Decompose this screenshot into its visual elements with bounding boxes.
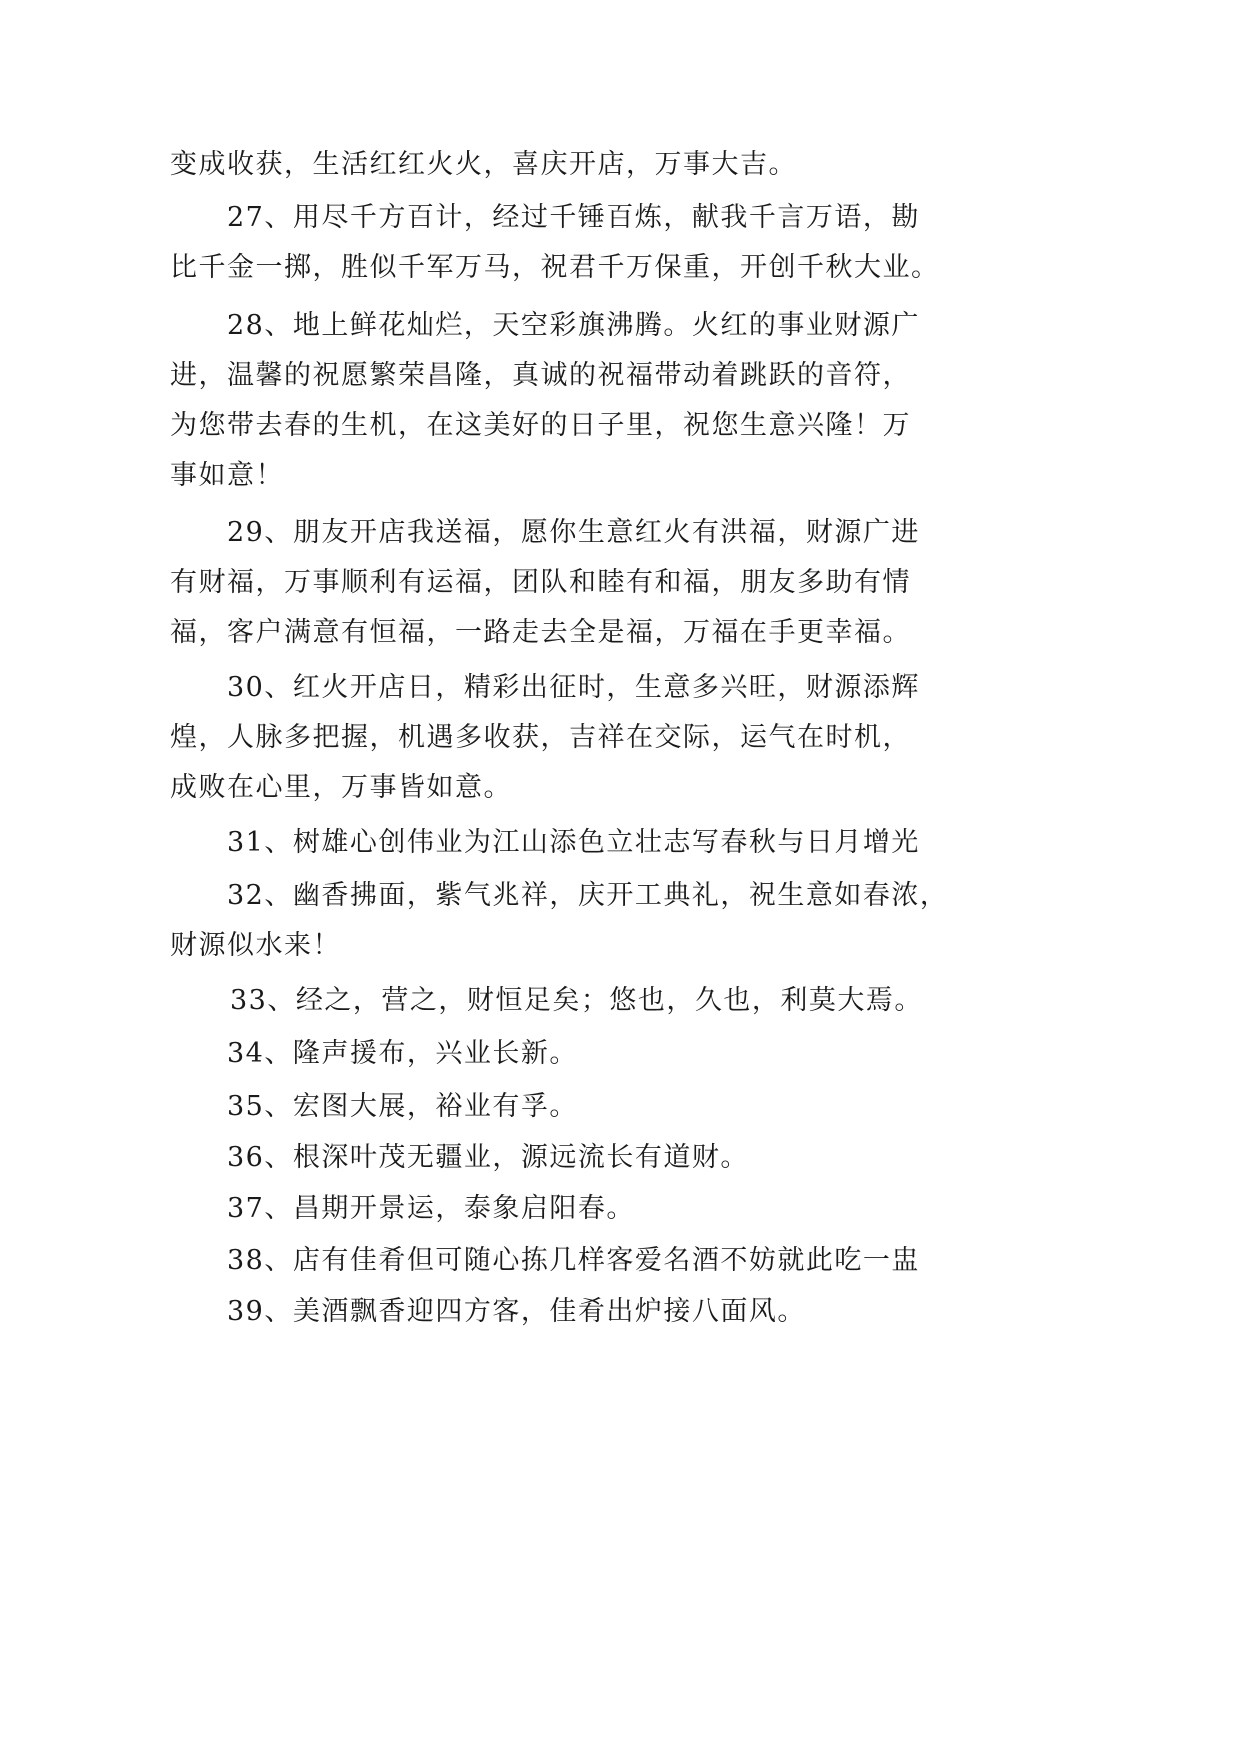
text-line: 38、店有佳肴但可随心拣几样客爱名酒不妨就此吃一盅 (227, 1245, 920, 1276)
paragraph-32 (170, 871, 970, 971)
text-line: 33、经之，营之，财恒足矣；悠也，久也，利莫大焉。 (230, 985, 923, 1016)
paragraph-29 (170, 508, 970, 658)
text-line: 28、地上鲜花灿烂，天空彩旗沸腾。火红的事业财源广 (227, 310, 920, 341)
text-line: 30、红火开店日，精彩出征时，生意多兴旺，财源添辉 (227, 672, 920, 703)
text-line: 财源似水来！ (170, 930, 341, 961)
paragraph-28 (170, 301, 970, 501)
text-line: 成败在心里，万事皆如意。 (170, 772, 512, 803)
text-line: 为您带去春的生机，在这美好的日子里，祝您生意兴隆！万 (170, 410, 911, 441)
text-line: 有财福，万事顺利有运福，团队和睦有和福，朋友多助有情 (170, 567, 911, 598)
text-line: 37、昌期开景运，泰象启阳春。 (227, 1193, 635, 1224)
text-line: 27、用尽千方百计，经过千锤百炼，献我千言万语，勘 (227, 202, 920, 233)
text-line: 福，客户满意有恒福，一路走去全是福，万福在手更幸福。 (170, 617, 911, 648)
text-line: 比千金一掷，胜似千军万马，祝君千万保重，开创千秋大业。 (170, 252, 940, 283)
paragraph-30 (170, 663, 970, 813)
paragraph-39 (170, 1287, 970, 1337)
paragraph-36 (170, 1133, 970, 1183)
text-line: 进，温馨的祝愿繁荣昌隆，真诚的祝福带动着跳跃的音符， (170, 360, 911, 391)
text-line: 29、朋友开店我送福，愿你生意红火有洪福，财源广进 (227, 517, 920, 548)
text-line: 36、根深叶茂无疆业，源远流长有道财。 (227, 1142, 749, 1173)
text-line: 32、幽香拂面，紫气兆祥，庆开工典礼，祝生意如春浓， (227, 880, 949, 911)
text-line: 31、树雄心创伟业为江山添色立壮志写春秋与日月增光 (227, 827, 920, 858)
paragraph-33 (170, 976, 970, 1026)
text-line: 34、隆声援布，兴业长新。 (227, 1038, 578, 1069)
paragraph-34 (170, 1029, 970, 1079)
paragraph-38 (170, 1236, 970, 1286)
text-line: 变成收获，生活红红火火，喜庆开店，万事大吉。 (170, 149, 797, 180)
text-line: 事如意！ (170, 460, 284, 491)
paragraph-26-tail (170, 140, 970, 190)
text-line: 35、宏图大展，裕业有孚。 (227, 1091, 578, 1122)
paragraph-27 (170, 193, 970, 293)
paragraph-31 (170, 818, 970, 868)
text-line: 39、美酒飘香迎四方客，佳肴出炉接八面风。 (227, 1296, 806, 1327)
text-line: 煌，人脉多把握，机遇多收获，吉祥在交际，运气在时机， (170, 722, 911, 753)
paragraph-37 (170, 1184, 970, 1234)
paragraph-35 (170, 1082, 970, 1132)
